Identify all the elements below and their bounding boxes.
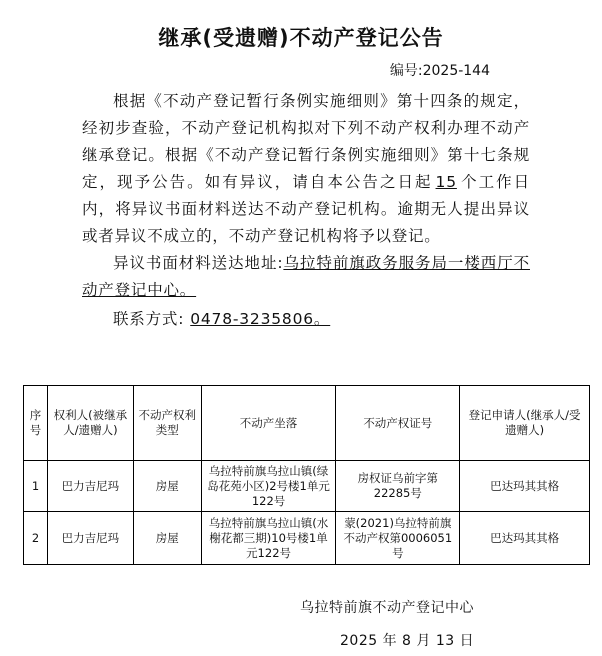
contact-paragraph xyxy=(82,306,530,333)
table-cell: 巴达玛其其格 xyxy=(460,461,590,512)
table-cell: 乌拉特前旗乌拉山镇(绿岛花苑小区)2号楼1单元122号 xyxy=(201,461,336,512)
table-cell: 房屋 xyxy=(133,461,201,512)
contact-value: 0478-3235806。 xyxy=(190,310,331,328)
table-cell: 巴力吉尼玛 xyxy=(47,512,133,565)
doc-number: 编号:2025-144 xyxy=(389,63,490,79)
table-cell: 巴力吉尼玛 xyxy=(47,461,133,512)
paragraph-text-b: 个工作日内，将异议书面材料送达不动产登记机构。逾期无人提出异议或者异议不成立的，不动产登记机构将予以登记。 xyxy=(82,173,530,245)
address-label: 异议书面材料送达地址: xyxy=(113,254,284,272)
header-cell: 权利人(被继承人/遗赠人) xyxy=(47,386,133,461)
contact-label: 联系方式: xyxy=(113,310,185,328)
notice-body xyxy=(82,88,530,333)
objection-days: 15 xyxy=(435,173,457,191)
table-cell: 巴达玛其其格 xyxy=(460,512,590,565)
table-row xyxy=(24,512,590,565)
address-paragraph xyxy=(82,250,530,304)
table-header-row xyxy=(24,386,590,461)
table-cell: 2 xyxy=(24,512,48,565)
issuing-organization: 乌拉特前旗不动产登记中心 xyxy=(300,600,474,616)
notice-paragraph xyxy=(82,88,530,250)
header-cell: 不动产坐落 xyxy=(201,386,336,461)
table-cell: 蒙(2021)乌拉特前旗不动产权第0006051号 xyxy=(336,512,460,565)
paragraph-text-a: 根据《不动产登记暂行条例实施细则》第十四条的规定，经初步查验，不动产登记机构拟对下列不动产权利办理不动产继承登记。根据《不动产登记暂行条例实施细则》第十七条规定，现予公告。如有异议，请自本公告之日起 xyxy=(82,92,530,191)
header-cell: 序号 xyxy=(24,386,48,461)
header-cell: 不动产权利类型 xyxy=(133,386,201,461)
header-cell: 登记申请人(继承人/受遗赠人) xyxy=(460,386,590,461)
table-cell: 房权证乌前字第22285号 xyxy=(336,461,460,512)
property-table xyxy=(23,385,590,565)
issue-date: 2025 年 8 月 13 日 xyxy=(340,633,475,649)
address-value: 乌拉特前旗政务服务局一楼西厅不动产登记中心。 xyxy=(82,254,530,299)
page-title: 继承(受遗赠)不动产登记公告 xyxy=(158,26,444,50)
table-cell: 乌拉特前旗乌拉山镇(水榭花都三期)10号楼1单元122号 xyxy=(201,512,336,565)
table-row xyxy=(24,461,590,512)
table-cell: 1 xyxy=(24,461,48,512)
header-cell: 不动产权证号 xyxy=(336,386,460,461)
table-cell: 房屋 xyxy=(133,512,201,565)
